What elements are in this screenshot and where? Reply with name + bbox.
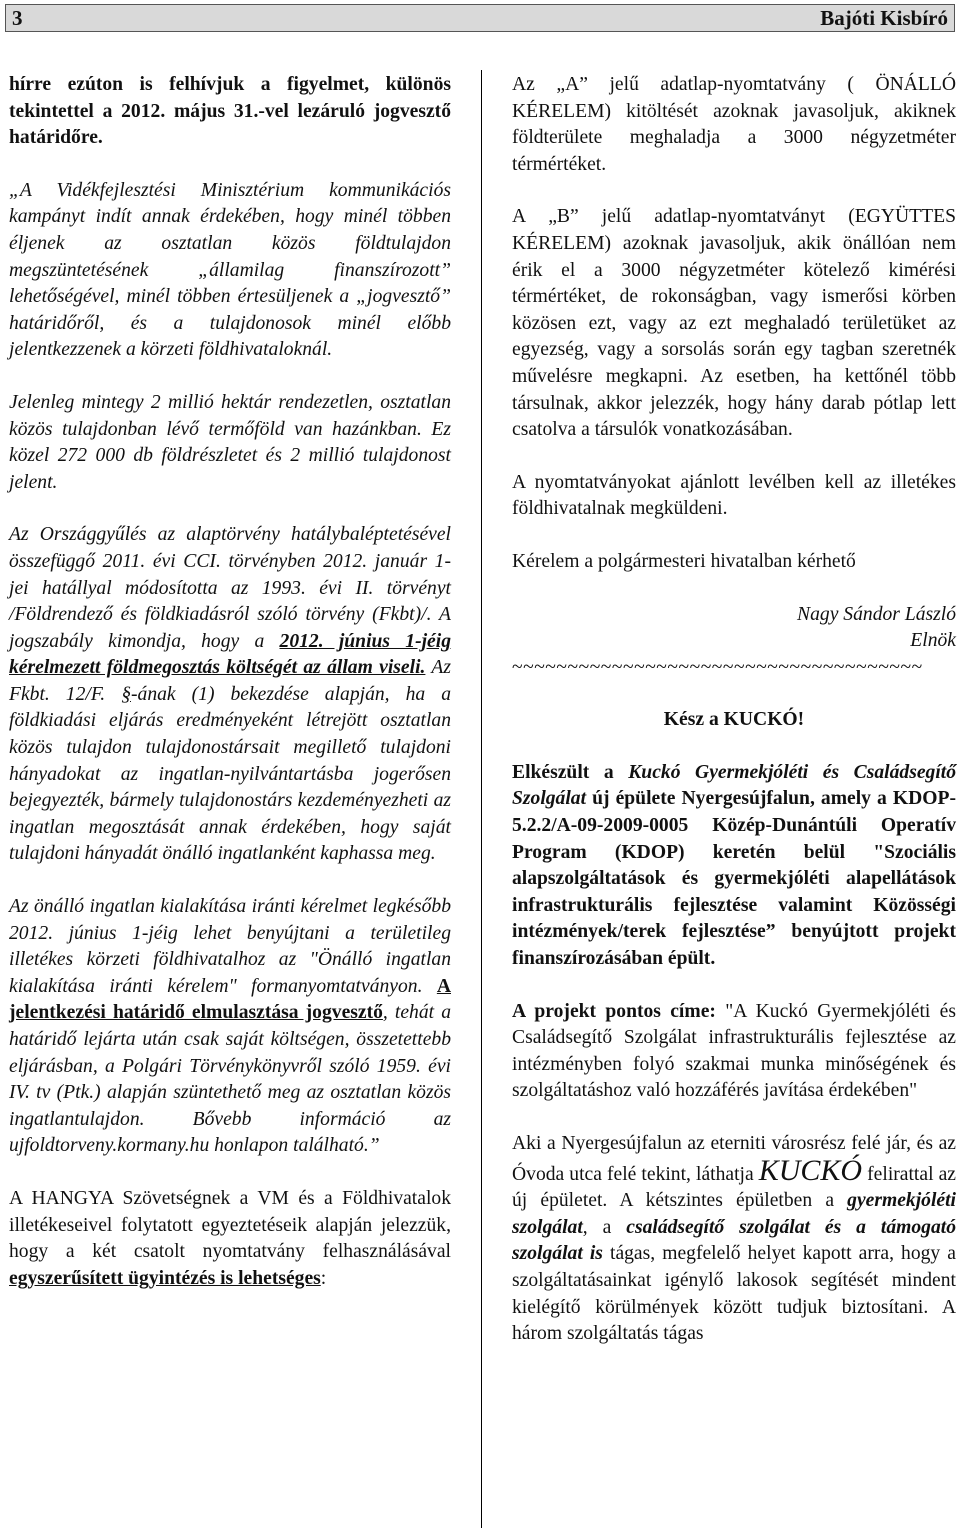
deadline-warning: A jelentkezési határidő elmulasztása jogvesztő	[9, 975, 451, 1024]
separator-line: ~~~~~~~~~~~~~~~~~~~~~~~~~~~~~~~~~~~~~	[512, 656, 923, 678]
left-paragraph-6: A HANGYA Szövetségnek a VM és a Földhivatalok illetékeseivel folytatott egyeztetéseik alapján jelezzük, hogy a két csatolt nyomtatvány felhasználásával egyszerűsített ügyintézés is lehetséges:	[9, 1187, 451, 1289]
right-paragraph-1: Az „A” jelű adatlap-nyomtatvány ( ÖNÁLLÓ KÉRELEM) kitöltését azoknak javasoljuk, akiknek földterülete meghaladja a 3000 négyzetméter térmértéket.	[512, 74, 956, 175]
right-paragraph-5: Elkészült a Kuckó Gyermekjóléti és Családsegítő Szolgálat új épülete Nyergesújfalun, amely a KDOP-5.2.2/A-09-2009-0005 Közép-Dunántúli Operatív Program (KDOP) keretén belül "Szociális alapszolgáltatások és gyermekjóléti alapellátások infrastrukturális fejlesztése valamint Közösségi intézmények/terek fejlesztése” benyújtott projekt finanszírozásában épült.	[512, 761, 957, 970]
left-paragraph-5: Az önálló ingatlan kialakítása iránti kérelmet legkésőbb 2012. június 1-jéig lehet benyújtani a területileg illetékes körzeti földhivatalhoz az "Önálló ingatlan kialakítása iránti kérelem" formanyomtatványon. A jelentkezési határidő elmulasztása jogvesztő, tehát a határidő lejárta után csak saját költségen, összetettebb eljárásban, a Polgári Törvénykönyvről szóló 1959. évi IV. tv (Ptk.) alapján szüntethető meg az osztatlan közös ingatlantulajdon. Bővebb információ az ujfoldtorveny.kormany.hu honlapon található.”	[9, 896, 451, 1157]
page-header	[5, 4, 955, 32]
highlighted-deadline: 2012. június 1-jéig kérelmezett földmegosztás költségét az állam viseli.	[9, 630, 451, 679]
publication-title: Bajóti Kisbíró	[820, 5, 948, 30]
left-column	[9, 72, 451, 1292]
page-number: 3	[12, 5, 23, 30]
right-paragraph-4: Kérelem a polgármesteri hivatalban kérhető	[512, 550, 856, 572]
left-paragraph-3: Jelenleg mintegy 2 millió hektár rendezetlen, osztatlan közös tulajdonban lévő termőföld van hazánkban. Ez közel 272 000 db földrészletet és 2 millió tulajdonost jelent.	[9, 391, 451, 493]
right-paragraph-7: Aki a Nyergesújfalun az eterniti városrész felé jár, és az Óvoda utca felé tekint, láthatja KUCKÓ felirattal az új épületet. A kétszintes épületben a gyermekjóléti szolgálat, a családsegítő szolgálat és a támogató szolgálat is tágas, megfelelő helyet kapott arra, hogy a szolgáltatásainkat igénylő lakosok segítését mindent kielégítő körülmények között tudjuk biztosítani. A három szolgáltatás tágas	[512, 1133, 956, 1345]
right-paragraph-6: A projekt pontos címe: "A Kuckó Gyermekjóléti és Családsegítő Szolgálat infrastrukturális fejlesztése az intézményben folyó szakmai munka minőségének és szolgáltatáshoz való hozzáférés javítása érdekében"	[512, 1000, 957, 1102]
right-column	[512, 72, 956, 1348]
right-paragraph-2: A „B” jelű adatlap-nyomtatványt (EGYÜTTES KÉRELEM) azoknak javasoljuk, akik önállóan nem érik el a 3000 négyzetméter kötelező kimérési térmértéket, de rokonságban, vagy ismerősi körben közösen ezt, vagy az ezt meghaladó területüket az egyezség, vagy a sorsolás során egy tagban szeretnék művelésre megkapni. Az esetben, ha kettőnél több társulnak, akkor jelezzék, hogy hány darab pótlap lett csatolva a társulók vonatkozásában.	[512, 206, 956, 441]
right-paragraph-3: A nyomtatványokat ajánlott levélben kell az illetékes földhivatalnak megküldeni.	[512, 471, 956, 520]
signature-role: Elnök	[910, 630, 956, 652]
kucko-label: KUCKÓ	[758, 1153, 863, 1187]
section-heading: Kész a KUCKÓ!	[663, 709, 805, 731]
left-paragraph-2: „A Vidékfejlesztési Minisztérium kommunikációs kampányt indít annak érdekében, hogy minél többen éljenek az osztatlan közös földtulajdon megszüntetésének „államilag finanszírozott” lehetőségével, minél többen értesüljenek a „jogvesztő” határidőről, és a tulajdonosok minél előbb jelentkezzenek a körzeti földhivataloknál.	[9, 179, 451, 361]
left-paragraph-4: Az Országgyűlés az alaptörvény hatálybaléptetésével összefüggő 2011. évi CCI. törvényben 2012. január 1-jei hatállyal módosította az 1993. évi II. törvényt /Földrendező és földkiadásról szóló törvény (Fkbt)/. A jogszabály kimondja, hogy a 2012. június 1-jéig kérelmezett földmegosztás költségét az állam viseli. Az Fkbt. 12/F. §-ának (1) bekezdése alapján, ha a földkiadási eljárás eredményeként létrejött osztatlan közös tulajdon tulajdonostársait megillető tulajdoni hányadokat az ingatlan-nyilvántartásba jogerősen bejegyezték, bármely tulajdonostárs kezdeményezheti az ingatlan megosztását annak érdekében, hogy saját tulajdoni hányadát önálló ingatlanként kaphassa meg.	[9, 524, 451, 865]
signature-name: Nagy Sándor László	[797, 603, 956, 625]
left-paragraph-1: hírre ezúton is felhívjuk a figyelmet, különös tekintettel a 2012. május 31.-vel lezáruló jogvesztő határidőre.	[9, 74, 451, 149]
column-divider	[481, 70, 482, 1528]
